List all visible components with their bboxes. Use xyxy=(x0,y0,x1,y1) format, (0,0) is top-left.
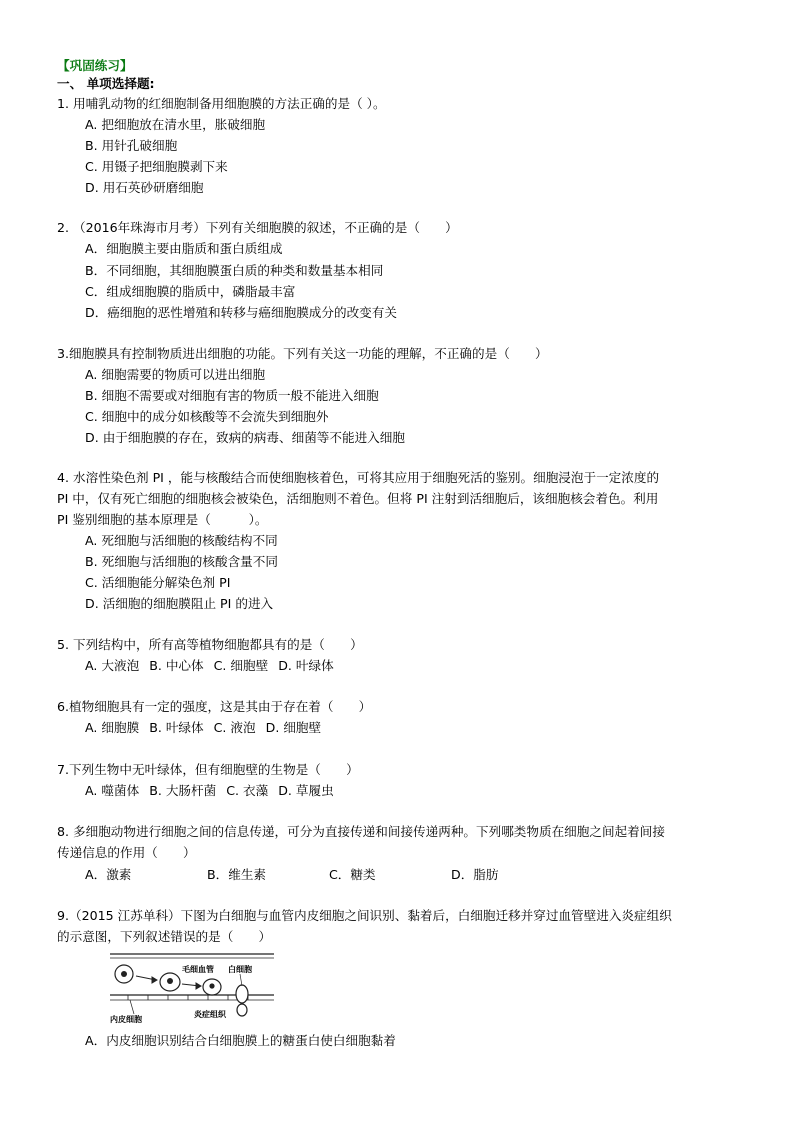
question-8-option-d: D．脂肪 xyxy=(451,867,499,882)
question-9-option-a: A．内皮细胞识别结合白细胞膜上的糖蛋白使白细胞黏着 xyxy=(85,1033,396,1048)
leukocyte-migration-figure xyxy=(108,950,276,1026)
question-3-option-b: B. 细胞不需要或对细胞有害的物质一般不能进入细胞 xyxy=(85,388,379,403)
question-2-stem: 2. （2016年珠海市月考）下列有关细胞膜的叙述，不正确的是（ ） xyxy=(57,220,458,235)
question-5-option-d: D. 叶绿体 xyxy=(278,658,334,673)
question-6-option-b: B. 叶绿体 xyxy=(149,720,204,735)
question-7-option-b: B. 大肠杆菌 xyxy=(149,783,217,798)
question-3-option-d: D. 由于细胞膜的存在，致病的病毒、细菌等不能进入细胞 xyxy=(85,430,405,445)
question-4-option-c: C. 活细胞能分解染色剂 PI xyxy=(85,575,231,590)
question-7-options xyxy=(85,782,344,800)
question-6-stem: 6.植物细胞具有一定的强度，这是其由于存在着（ ） xyxy=(57,699,372,714)
section-heading: 【巩固练习】 xyxy=(57,58,133,73)
section-subheading: 一、 单项选择题: xyxy=(57,76,155,91)
question-8-option-a: A．激素 xyxy=(85,867,132,882)
question-4-stem-line-1: 4. 水溶性染色剂 PI ，能与核酸结合而使细胞核着色，可将其应用于细胞死活的鉴别。细胞浸泡于一定浓度的 xyxy=(57,470,660,485)
question-6-option-c: C. 液泡 xyxy=(213,720,256,735)
question-7-option-c: C. 衣藻 xyxy=(226,783,269,798)
question-8-stem-line-1: 8. 多细胞动物进行细胞之间的信息传递，可分为直接传递和间接传递两种。下列哪类物质在细胞之间起着间接 xyxy=(57,824,665,839)
question-5-stem: 5. 下列结构中，所有高等植物细胞都具有的是（ ） xyxy=(57,637,363,652)
question-8-options xyxy=(85,866,573,884)
question-4-option-d: D. 活细胞的细胞膜阻止 PI 的进入 xyxy=(85,596,274,611)
question-5-options xyxy=(85,657,344,675)
question-2-option-d: D．癌细胞的恶性增殖和转移与癌细胞膜成分的改变有关 xyxy=(85,305,397,320)
question-6-option-d: D. 细胞壁 xyxy=(265,720,322,735)
question-7-stem: 7.下列生物中无叶绿体，但有细胞壁的生物是（ ） xyxy=(57,762,359,777)
question-1-stem: 1. 用哺乳动物的红细胞制备用细胞膜的方法正确的是（ ）。 xyxy=(57,96,386,111)
question-4-option-b: B. 死细胞与活细胞的核酸含量不同 xyxy=(85,554,278,569)
figure-label-capillary: 毛细血管 xyxy=(182,965,214,974)
figure-label-inflamed-tissue: 炎症组织 xyxy=(194,1010,226,1019)
question-4-option-a: A. 死细胞与活细胞的核酸结构不同 xyxy=(85,533,278,548)
figure-label-endothelial: 内皮细胞 xyxy=(110,1015,142,1024)
figure-label-leukocyte: 白细胞 xyxy=(228,965,252,974)
question-7-option-d: D. 草履虫 xyxy=(278,783,334,798)
endothelial-layer xyxy=(128,995,248,1000)
question-6-option-a: A. 细胞膜 xyxy=(85,720,140,735)
question-8-option-c: C．糖类 xyxy=(329,867,376,882)
question-9-stem-line-2: 的示意图，下列叙述错误的是（ ） xyxy=(57,929,272,944)
question-2-option-c: C．组成细胞膜的脂质中，磷脂最丰富 xyxy=(85,284,296,299)
question-4-stem-line-2: PI 中，仅有死亡细胞的细胞核会被染色，活细胞则不着色。但将 PI 注射到活细胞后，该细胞核会着色。利用 xyxy=(57,491,659,506)
question-8-option-b: B．维生素 xyxy=(207,867,267,882)
question-8-stem-line-2: 传递信息的作用（ ） xyxy=(57,845,196,860)
question-1-option-b: B. 用针孔破细胞 xyxy=(85,138,178,153)
question-1-option-a: A. 把细胞放在清水里，胀破细胞 xyxy=(85,117,266,132)
question-5-option-c: C. 细胞壁 xyxy=(213,658,269,673)
question-6-options xyxy=(85,719,331,737)
question-2-option-a: A．细胞膜主要由脂质和蛋白质组成 xyxy=(85,241,283,256)
question-3-option-a: A. 细胞需要的物质可以进出细胞 xyxy=(85,367,266,382)
question-2-option-b: B．不同细胞，其细胞膜蛋白质的种类和数量基本相同 xyxy=(85,263,384,278)
question-5-option-b: B. 中心体 xyxy=(149,658,204,673)
question-7-option-a: A. 噬菌体 xyxy=(85,783,140,798)
question-4-stem-line-3: PI 鉴别细胞的基本原理是（ ）。 xyxy=(57,512,268,527)
question-3-stem: 3.细胞膜具有控制物质进出细胞的功能。下列有关这一功能的理解，不正确的是（ ） xyxy=(57,346,548,361)
question-5-option-a: A. 大液泡 xyxy=(85,658,140,673)
question-1-option-c: C. 用镊子把细胞膜剥下来 xyxy=(85,159,228,174)
question-1-option-d: D. 用石英砂研磨细胞 xyxy=(85,180,204,195)
question-3-option-c: C. 细胞中的成分如核酸等不会流失到细胞外 xyxy=(85,409,329,424)
question-9-stem-line-1: 9.（2015 江苏单科）下图为白细胞与血管内皮细胞之间识别、黏着后，白细胞迁移并穿过血管壁进入炎症组织 xyxy=(57,908,672,923)
